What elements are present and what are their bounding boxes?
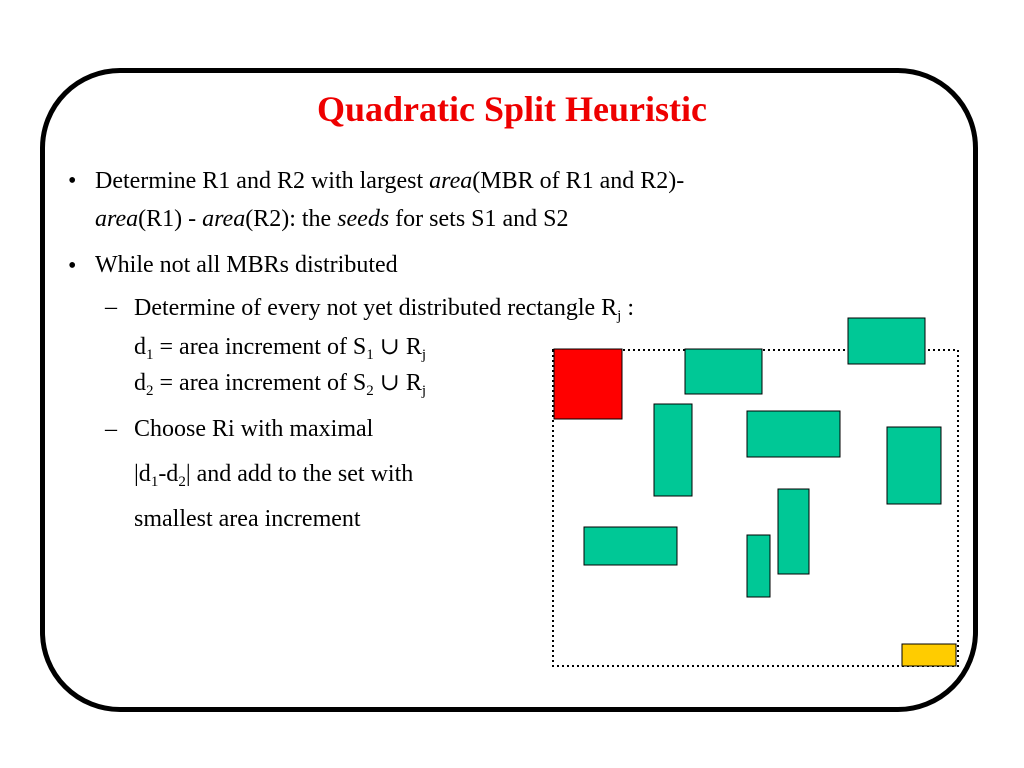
sub-bullet-2-line-3: smallest area increment — [134, 506, 361, 532]
abs-sub-1: 1 — [150, 474, 159, 490]
slide-title: Quadratic Split Heuristic — [317, 89, 707, 129]
abs-sub-2: 2 — [178, 474, 186, 490]
abs-open: |d — [134, 461, 151, 487]
rect-teal-7 — [584, 527, 677, 565]
abs-minus: -d — [158, 461, 179, 487]
sub-bullet-1-colon: : — [621, 295, 635, 321]
dash-marker-1: – — [105, 294, 117, 320]
bullet-marker-1: • — [68, 168, 77, 194]
rect-teal-4 — [747, 411, 840, 457]
bullet-1-text-c: (R1) - — [138, 206, 203, 232]
d1-text: = area increment of S — [153, 334, 367, 360]
seed-rect-yellow — [902, 644, 956, 666]
abs-close-text: | and add to the set with — [185, 461, 414, 487]
bullet-1-text-a: Determine R1 and R2 with largest — [95, 168, 430, 194]
d2-symbol: d — [134, 370, 146, 396]
bullet-marker-2: • — [68, 253, 77, 279]
sub-index-j: j — [617, 308, 622, 324]
d1-symbol: d — [134, 334, 146, 360]
bullet-2-text: While not all MBRs distributed — [95, 252, 398, 278]
rect-teal-2 — [848, 318, 925, 364]
d1-s-sub: 1 — [366, 347, 374, 363]
rect-teal-5 — [887, 427, 941, 504]
seed-rect-red — [554, 349, 622, 419]
d2-s-sub: 2 — [366, 383, 374, 399]
d1-r-sub: j — [421, 347, 427, 363]
sub-bullet-2-line-1: Choose Ri with maximal — [134, 416, 374, 442]
rect-teal-6 — [778, 489, 809, 574]
bullet-1-text-b: (MBR of R1 and R2)- — [472, 168, 685, 194]
bullet-1-area-term-2: area — [95, 206, 139, 232]
bullet-1-text-d: (R2): the — [245, 206, 338, 232]
bullet-1-area-term-3: area — [202, 206, 246, 232]
d2-union: ∪ R — [373, 370, 422, 396]
rect-teal-3 — [654, 404, 692, 496]
d2-sub: 2 — [146, 383, 154, 399]
bullet-1-area-term: area — [429, 168, 473, 194]
d2-text: = area increment of S — [153, 370, 367, 396]
rect-teal-8 — [747, 535, 770, 597]
d1-sub: 1 — [146, 347, 154, 363]
bullet-1-text-e: for sets S1 and S2 — [389, 206, 569, 232]
rect-teal-1 — [685, 349, 762, 394]
dash-marker-2: – — [105, 416, 117, 442]
sub-bullet-1-text: Determine of every not yet distributed rectangle R — [134, 295, 618, 321]
d2-r-sub: j — [421, 383, 427, 399]
d1-union: ∪ R — [373, 334, 422, 360]
bullet-1-seeds-term: seeds — [337, 206, 390, 232]
